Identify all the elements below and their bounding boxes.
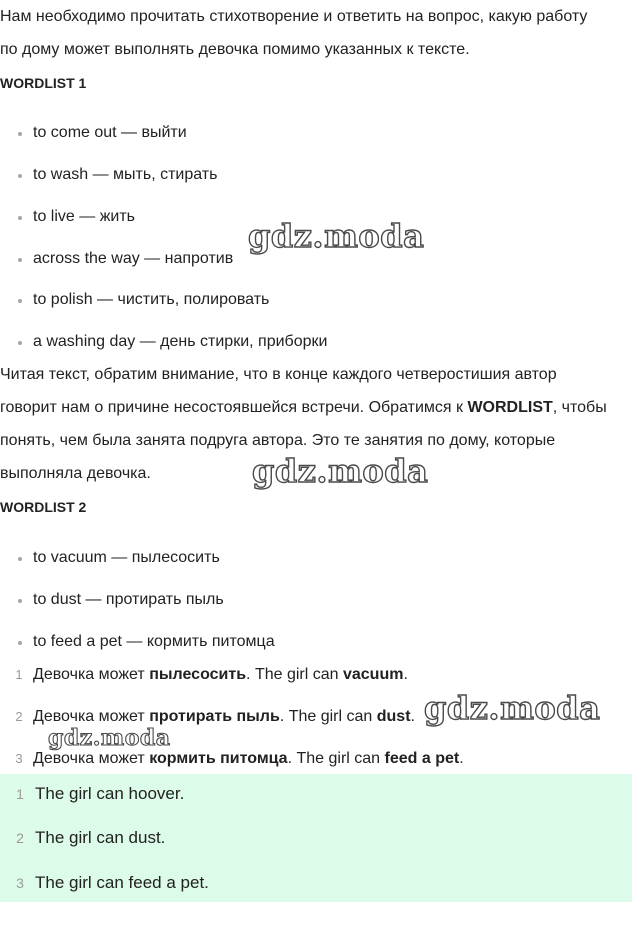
bullet-icon bbox=[18, 641, 22, 645]
wordlist-1-heading: WORDLIST 1 bbox=[0, 75, 87, 91]
intro-line-1: Нам необходимо прочитать стихотворение и ответить на вопрос, какую работу bbox=[0, 8, 588, 25]
wordlist-1-item-text: to wash — мыть, стирать bbox=[33, 166, 218, 183]
watermark-logo: gdz.moda bbox=[252, 452, 429, 490]
list-number: 2 bbox=[16, 830, 24, 846]
answer-box bbox=[0, 774, 632, 902]
bullet-icon bbox=[18, 258, 22, 262]
list-number: 3 bbox=[16, 875, 24, 891]
wordlist-1-item-text: a washing day — день стирки, приборки bbox=[33, 333, 328, 350]
wordlist-2-heading: WORDLIST 2 bbox=[0, 499, 87, 515]
bullet-icon bbox=[18, 557, 22, 561]
numbered-item-text: Девочка может кормить питомца. The girl can feed a pet. bbox=[33, 750, 464, 767]
explanation-text: говорит нам о причине несостоявшейся встречи. Обратимся к bbox=[0, 399, 468, 416]
watermark-logo: gdz.moda bbox=[424, 689, 601, 727]
wordlist-1-item-text: to come out — выйти bbox=[33, 124, 187, 141]
answer-text: The girl can hoover. bbox=[35, 784, 185, 803]
wordlist-1-item-text: to live — жить bbox=[33, 208, 135, 225]
wordlist-1-item-text: to polish — чистить, полировать bbox=[33, 291, 270, 308]
list-number: 3 bbox=[15, 751, 23, 766]
numbered-item-text: Девочка может пылесосить. The girl can vacuum. bbox=[33, 666, 408, 683]
bullet-icon bbox=[18, 341, 22, 345]
bullet-icon bbox=[18, 599, 22, 603]
bullet-icon bbox=[18, 299, 22, 303]
explanation-line-1: Читая текст, обратим внимание, что в конце каждого четверостишия автор bbox=[0, 366, 557, 383]
answer-text: The girl can feed a pet. bbox=[35, 873, 209, 892]
list-number: 1 bbox=[15, 667, 23, 682]
list-number: 2 bbox=[15, 709, 23, 724]
explanation-line-2 bbox=[0, 391, 632, 424]
wordlist-2-item-text: to feed a pet — кормить питомца bbox=[33, 633, 275, 650]
watermark-logo: gdz.moda bbox=[48, 725, 171, 751]
answer-text: The girl can dust. bbox=[35, 828, 166, 847]
explanation-line-3: понять, чем была занята подруга автора. Это те занятия по дому, которые bbox=[0, 432, 556, 449]
bullet-icon bbox=[18, 174, 22, 178]
explanation-line-4: выполняла девочка. bbox=[0, 465, 151, 482]
list-number: 1 bbox=[16, 786, 24, 802]
wordlist-1-item-text: across the way — напротив bbox=[33, 250, 234, 267]
watermark-logo: gdz.moda bbox=[248, 217, 425, 255]
wordlist-2-item-text: to dust — протирать пыль bbox=[33, 591, 224, 608]
numbered-item-text: Девочка может протирать пыль. The girl can dust. bbox=[33, 708, 415, 725]
bullet-icon bbox=[18, 216, 22, 220]
intro-line-2: по дому может выполнять девочка помимо указанных к тексте. bbox=[0, 41, 470, 58]
wordlist-reference: WORDLIST bbox=[467, 399, 553, 416]
explanation-text: , чтобы bbox=[552, 399, 607, 416]
wordlist-2-item-text: to vacuum — пылесосить bbox=[33, 549, 220, 566]
bullet-icon bbox=[18, 132, 22, 136]
